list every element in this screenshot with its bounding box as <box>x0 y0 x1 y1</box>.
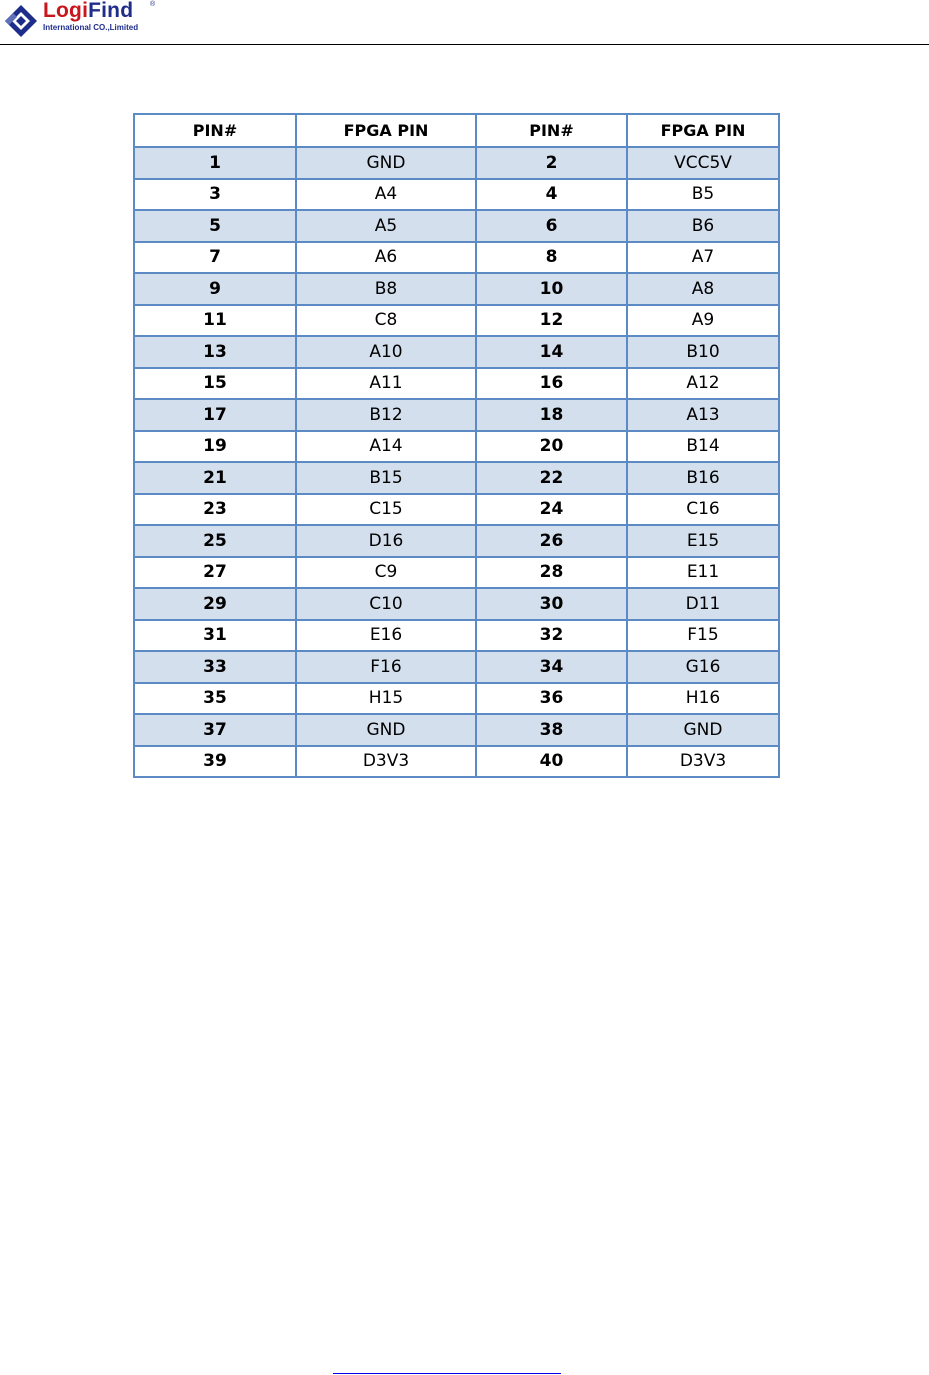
pin-number-cell: 2 <box>476 147 627 179</box>
pin-number-cell: 29 <box>134 588 296 620</box>
fpga-pin-cell: A11 <box>296 368 476 400</box>
pin-number-cell: 9 <box>134 273 296 305</box>
fpga-pin-cell: A10 <box>296 336 476 368</box>
pin-number-cell: 40 <box>476 746 627 778</box>
table-row <box>134 305 779 337</box>
fpga-pin-cell: GND <box>296 714 476 746</box>
fpga-pin-cell: B15 <box>296 462 476 494</box>
pin-number-cell: 19 <box>134 431 296 463</box>
fpga-pin-cell: H15 <box>296 683 476 715</box>
fpga-pin-cell: B6 <box>627 210 779 242</box>
fpga-pin-cell: A8 <box>627 273 779 305</box>
fpga-pin-cell: G16 <box>627 651 779 683</box>
pin-number-cell: 39 <box>134 746 296 778</box>
logo-wordmark-part2: Find <box>88 0 134 22</box>
fpga-pin-cell: A13 <box>627 399 779 431</box>
pin-number-cell: 33 <box>134 651 296 683</box>
table-row <box>134 210 779 242</box>
header-fpga-b: FPGA PIN <box>627 114 779 147</box>
fpga-pin-cell: E15 <box>627 525 779 557</box>
pin-number-cell: 13 <box>134 336 296 368</box>
pin-number-cell: 25 <box>134 525 296 557</box>
pin-table-body <box>134 147 779 777</box>
pin-number-cell: 28 <box>476 557 627 589</box>
header-pin-a: PIN# <box>134 114 296 147</box>
pin-number-cell: 15 <box>134 368 296 400</box>
fpga-pin-cell: B8 <box>296 273 476 305</box>
table-row <box>134 336 779 368</box>
footer-link-underline[interactable] <box>333 1373 561 1374</box>
logo-subtitle: International CO.,Limited <box>43 23 139 32</box>
pin-number-cell: 11 <box>134 305 296 337</box>
fpga-pin-cell: B12 <box>296 399 476 431</box>
pin-number-cell: 22 <box>476 462 627 494</box>
pin-number-cell: 30 <box>476 588 627 620</box>
logifind-logo-icon <box>4 4 38 38</box>
registered-mark: ® <box>150 1 156 8</box>
fpga-pin-cell: B5 <box>627 179 779 211</box>
pin-number-cell: 7 <box>134 242 296 274</box>
table-row <box>134 683 779 715</box>
table-row <box>134 273 779 305</box>
pin-number-cell: 27 <box>134 557 296 589</box>
pin-number-cell: 4 <box>476 179 627 211</box>
fpga-pin-cell: VCC5V <box>627 147 779 179</box>
fpga-pin-cell: B10 <box>627 336 779 368</box>
table-row <box>134 746 779 778</box>
fpga-pin-cell: F15 <box>627 620 779 652</box>
fpga-pin-cell: C16 <box>627 494 779 526</box>
table-row <box>134 368 779 400</box>
table-row <box>134 557 779 589</box>
fpga-pin-cell: C15 <box>296 494 476 526</box>
fpga-pin-cell: C9 <box>296 557 476 589</box>
table-row <box>134 714 779 746</box>
pin-number-cell: 20 <box>476 431 627 463</box>
pin-number-cell: 10 <box>476 273 627 305</box>
header-divider <box>0 44 929 45</box>
pin-number-cell: 34 <box>476 651 627 683</box>
pin-number-cell: 31 <box>134 620 296 652</box>
fpga-pin-cell: B14 <box>627 431 779 463</box>
logo-wordmark-part1: Logi <box>43 0 89 22</box>
table-row <box>134 620 779 652</box>
table-row <box>134 399 779 431</box>
pin-number-cell: 3 <box>134 179 296 211</box>
fpga-pin-cell: A7 <box>627 242 779 274</box>
table-row <box>134 494 779 526</box>
pin-number-cell: 36 <box>476 683 627 715</box>
pin-number-cell: 24 <box>476 494 627 526</box>
page-header <box>0 0 929 45</box>
fpga-pin-cell: F16 <box>296 651 476 683</box>
fpga-pin-cell: GND <box>627 714 779 746</box>
table-row <box>134 147 779 179</box>
fpga-pin-cell: A6 <box>296 242 476 274</box>
table-row <box>134 431 779 463</box>
pin-number-cell: 16 <box>476 368 627 400</box>
fpga-pin-cell: B16 <box>627 462 779 494</box>
fpga-pin-cell: A12 <box>627 368 779 400</box>
fpga-pin-cell: D3V3 <box>627 746 779 778</box>
fpga-pin-cell: A5 <box>296 210 476 242</box>
fpga-pin-cell: A9 <box>627 305 779 337</box>
table-row <box>134 179 779 211</box>
pin-number-cell: 17 <box>134 399 296 431</box>
fpga-pin-cell: E16 <box>296 620 476 652</box>
table-row <box>134 588 779 620</box>
pin-number-cell: 5 <box>134 210 296 242</box>
pin-number-cell: 21 <box>134 462 296 494</box>
pin-number-cell: 8 <box>476 242 627 274</box>
table-row <box>134 242 779 274</box>
pin-number-cell: 26 <box>476 525 627 557</box>
pin-number-cell: 23 <box>134 494 296 526</box>
pin-number-cell: 38 <box>476 714 627 746</box>
fpga-pin-cell: A4 <box>296 179 476 211</box>
fpga-pin-cell: A14 <box>296 431 476 463</box>
fpga-pin-cell: H16 <box>627 683 779 715</box>
pin-number-cell: 12 <box>476 305 627 337</box>
table-row <box>134 462 779 494</box>
fpga-pin-cell: D16 <box>296 525 476 557</box>
header-pin-b: PIN# <box>476 114 627 147</box>
table-row <box>134 525 779 557</box>
pin-number-cell: 35 <box>134 683 296 715</box>
pin-number-cell: 6 <box>476 210 627 242</box>
pin-number-cell: 14 <box>476 336 627 368</box>
fpga-pin-cell: GND <box>296 147 476 179</box>
pin-number-cell: 1 <box>134 147 296 179</box>
pin-number-cell: 37 <box>134 714 296 746</box>
table-row <box>134 651 779 683</box>
fpga-pin-cell: D11 <box>627 588 779 620</box>
pin-mapping-table <box>133 113 780 778</box>
pin-number-cell: 32 <box>476 620 627 652</box>
table-header-row <box>134 114 779 147</box>
logo-wordmark <box>43 0 133 23</box>
header-fpga-a: FPGA PIN <box>296 114 476 147</box>
fpga-pin-cell: D3V3 <box>296 746 476 778</box>
pin-number-cell: 18 <box>476 399 627 431</box>
fpga-pin-cell: C8 <box>296 305 476 337</box>
fpga-pin-cell: C10 <box>296 588 476 620</box>
fpga-pin-cell: E11 <box>627 557 779 589</box>
